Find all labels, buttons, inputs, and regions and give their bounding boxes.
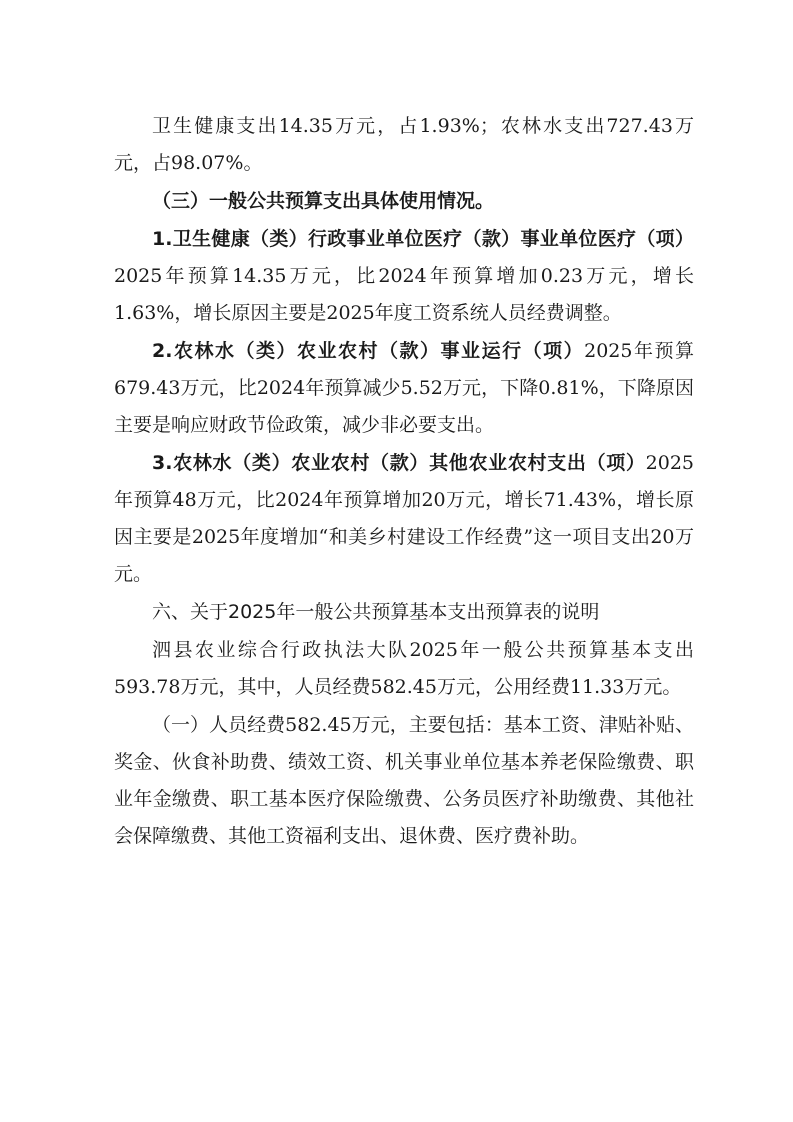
heading-expenditure-usage: （三）一般公共预算支出具体使用情况。	[152, 190, 495, 212]
paragraph-basic-expenditure-total: 泗县农业综合行政执法大队2025年一般公共预算基本支出593.78万元，其中，人员经费582.45万元，公用经费11.33万元。	[114, 639, 694, 698]
section-heading-basic-expenditure: 六、关于2025年一般公共预算基本支出预算表的说明	[152, 601, 600, 623]
item-title-agri-operation: 2.农林水（类）农业农村（款）事业运行（项）	[152, 340, 585, 362]
item-title-health: 1.卫生健康（类）行政事业单位医疗（款）事业单位医疗（项）	[152, 228, 694, 250]
item-text-agri-other: 2025年预算48万元，比2024年预算增加20万元，增长71.43%，增长原因主要是2025年度增加“和美乡村建设工作经费”这一项目支出20万元。	[114, 452, 694, 585]
paragraph-personnel-expenditure: （一）人员经费582.45万元，主要包括：基本工资、津贴补贴、奖金、伙食补助费、绩效工资、机关事业单位基本养老保险缴费、职业年金缴费、职工基本医疗保险缴费、公务员医疗补助缴费、其他社会保障缴费、其他工资福利支出、退休费、医疗费补助。	[114, 714, 694, 847]
paragraph-agri-other-item	[114, 445, 694, 593]
paragraph-agri-operation-item	[114, 333, 694, 444]
paragraph-health-item	[114, 221, 694, 332]
item-title-agri-other: 3.农林水（类）农业农村（款）其他农业农村支出（项）	[152, 452, 646, 474]
document-body	[114, 108, 694, 856]
paragraph-expenditure-share: 卫生健康支出14.35万元，占1.93%；农林水支出727.43万元，占98.07%。	[114, 115, 694, 174]
item-text-health: 2025年预算14.35万元，比2024年预算增加0.23万元，增长1.63%，增长原因主要是2025年度工资系统人员经费调整。	[114, 265, 694, 324]
item-text-agri-operation: 2025年预算679.43万元，比2024年预算减少5.52万元，下降0.81%，下降原因主要是响应财政节俭政策，减少非必要支出。	[114, 340, 694, 436]
